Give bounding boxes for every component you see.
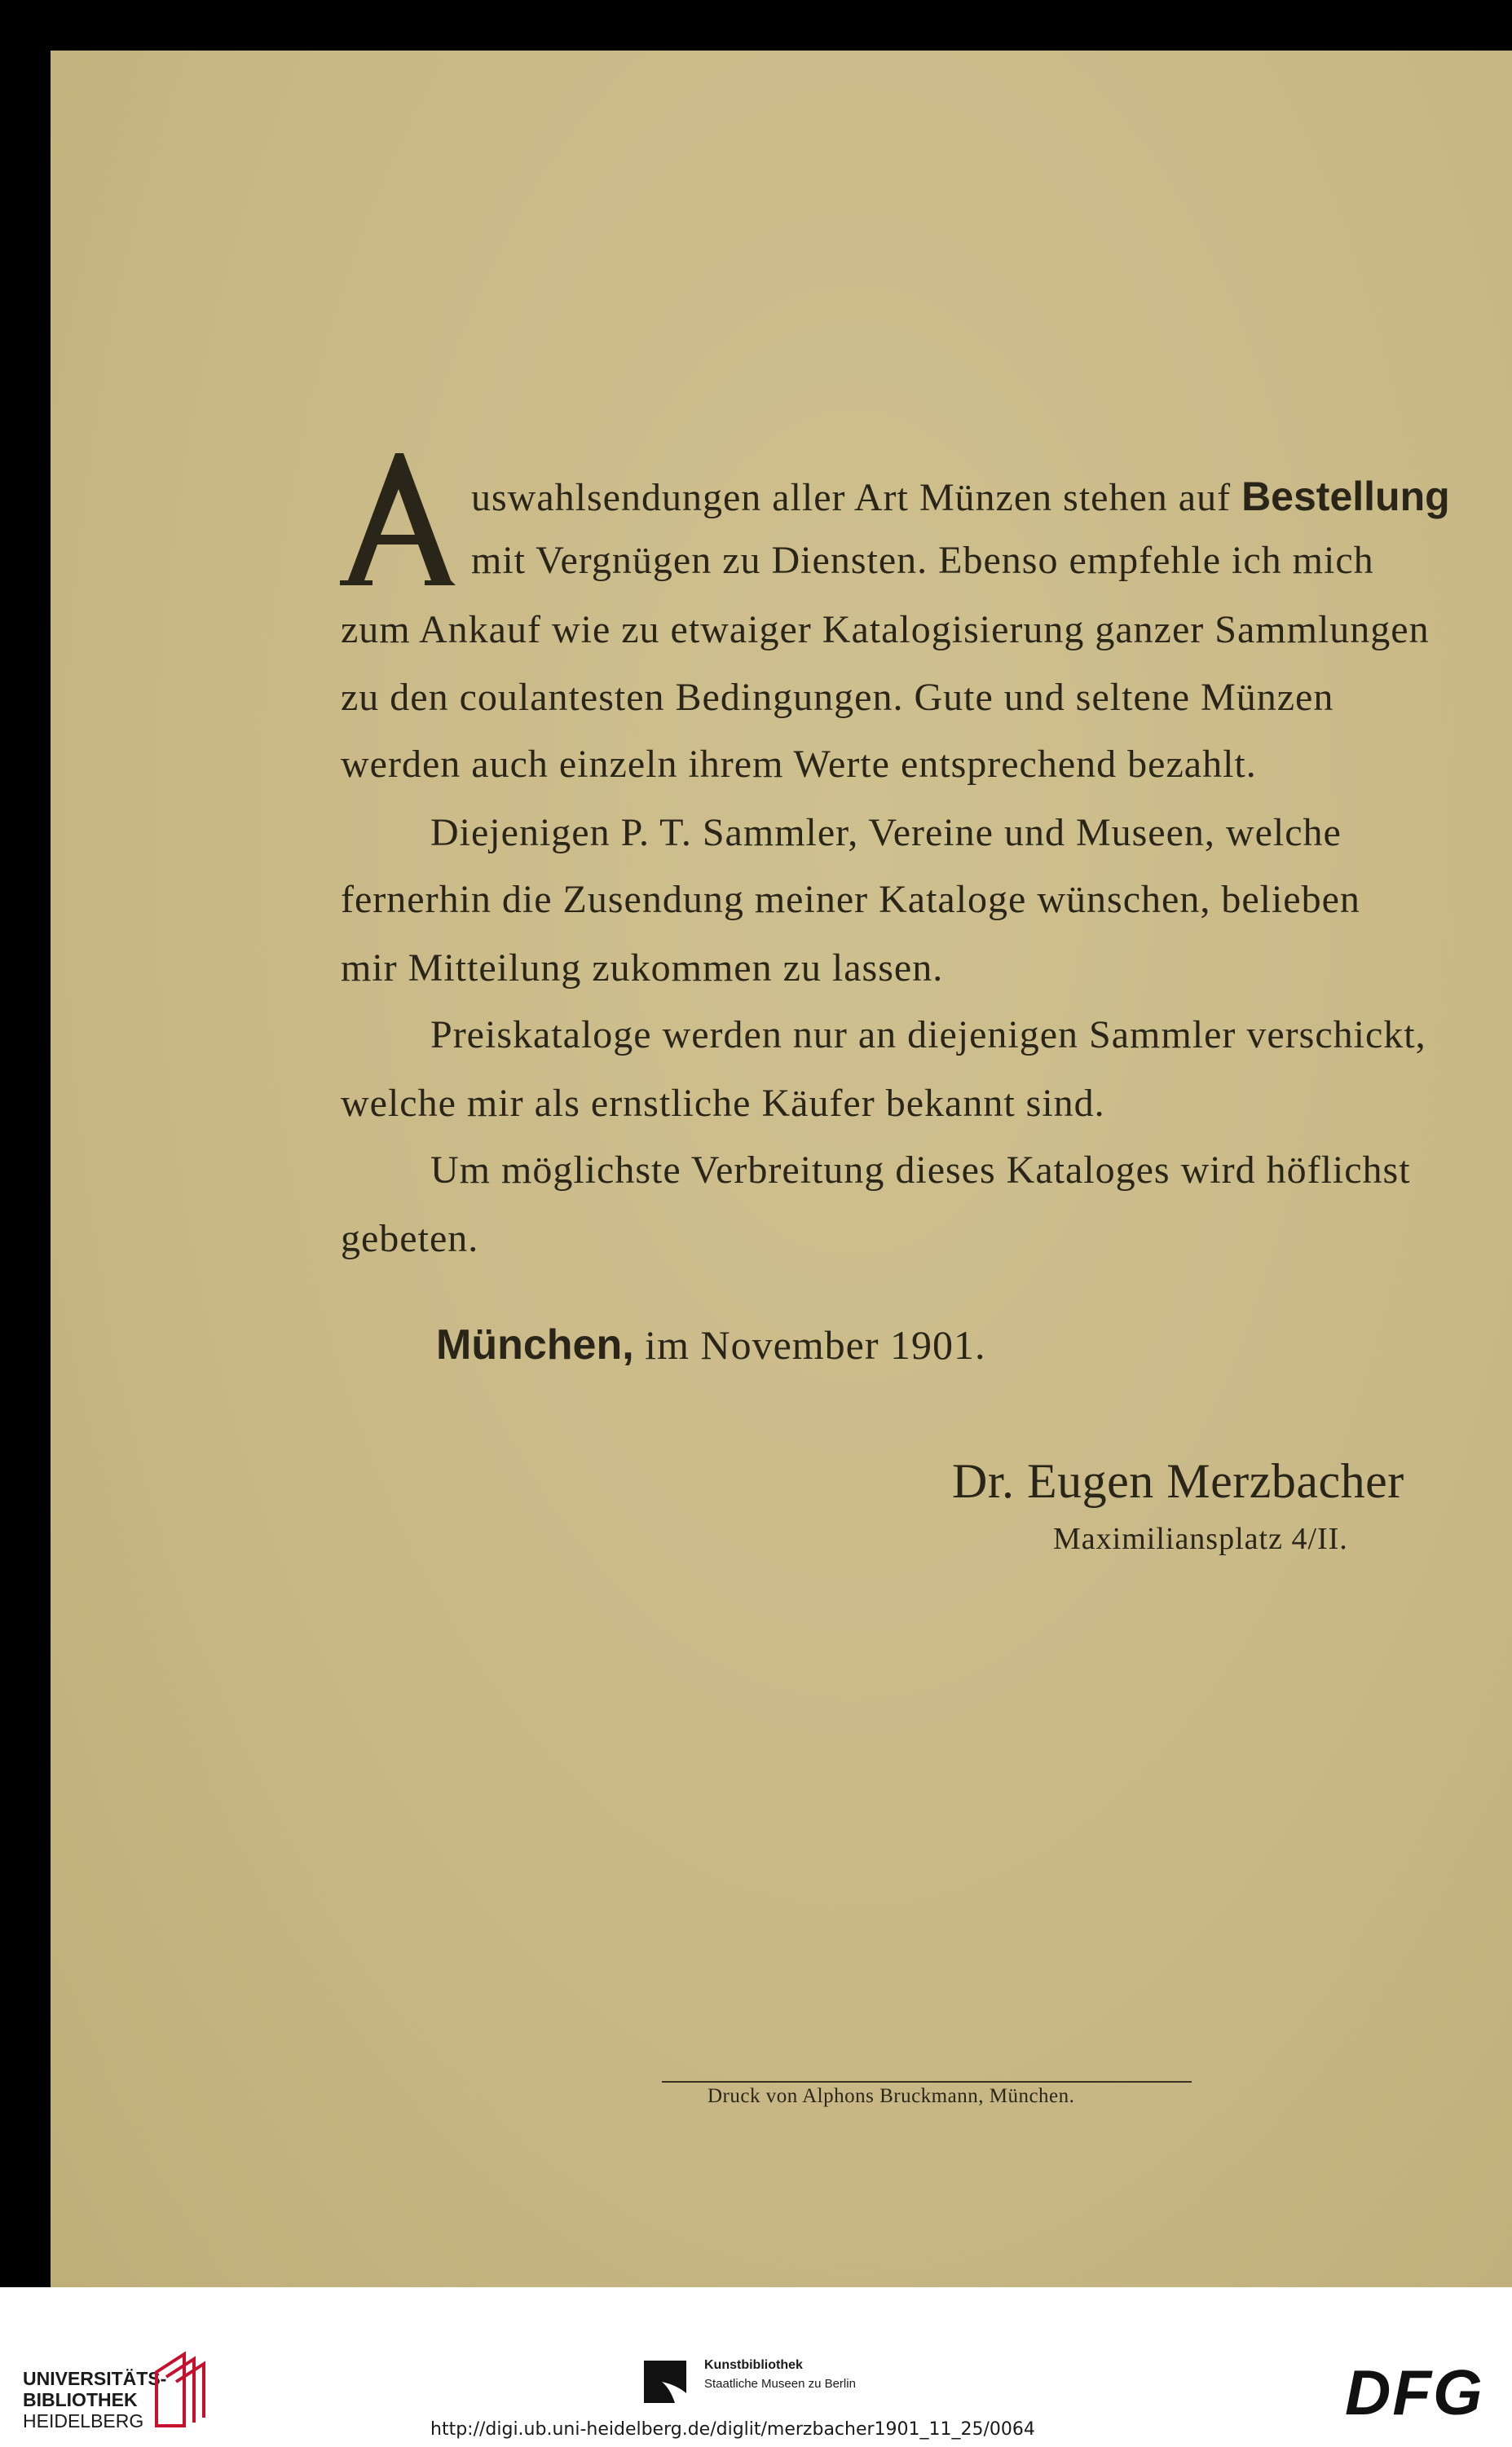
date: im November 1901.	[633, 1322, 986, 1368]
page-url-link[interactable]: http://digi.ub.uni-heidelberg.de/diglit/merzbacher1901_11_25/0064	[430, 2419, 1035, 2440]
dateline	[436, 1320, 986, 1369]
drop-cap-letter: A	[397, 574, 403, 583]
para2-line1: Diejenigen P. T. Sammler, Vereine und Museen, welche	[430, 811, 1342, 854]
ub-line1: UNIVERSITÄTS-	[23, 2368, 167, 2389]
para1-line5: werden auch einzeln ihrem Werte entsprechend bezahlt.	[341, 743, 1257, 786]
para3-line1: Preiskataloge werden nur an diejenigen Sammler verschickt,	[430, 1013, 1426, 1056]
para2-line3: mir Mitteilung zukommen zu lassen.	[341, 946, 944, 990]
para1-line2: mit Vergnügen zu Diensten. Ebenso empfehle ich mich	[471, 539, 1374, 582]
bestellung-word: Bestellung	[1241, 474, 1450, 519]
signature-name: Dr. Eugen Merzbacher	[952, 1454, 1404, 1508]
printer-imprint: Druck von Alphons Bruckmann, München.	[708, 2085, 1075, 2107]
para1-line1: uswahlsendungen aller Art Münzen stehen auf Bestellung	[471, 474, 1450, 519]
ub-logo-text	[23, 2368, 166, 2432]
para1-line3: zum Ankauf wie zu etwaiger Katalogisierung ganzer Sammlungen	[341, 608, 1430, 651]
kb-line1: Kunstbibliothek	[704, 2358, 803, 2372]
para4-line2: gebeten.	[341, 1217, 479, 1260]
para4-line1: Um möglichste Verbreitung dieses Kataloges wird höflichst	[430, 1149, 1411, 1192]
ub-line3: HEIDELBERG	[23, 2410, 144, 2432]
drop-cap	[337, 450, 457, 589]
ub-heidelberg-logo-icon	[152, 2348, 210, 2429]
printer-rule	[662, 2081, 1192, 2083]
place: München,	[436, 1321, 634, 1369]
kunstbibliothek-logo-icon	[644, 2361, 686, 2403]
signature-address: Maximiliansplatz 4/II.	[1053, 1522, 1348, 1556]
para2-line2: fernerhin die Zusendung meiner Kataloge wünschen, belieben	[341, 878, 1360, 921]
ub-line2: BIBLIOTHEK	[23, 2389, 138, 2410]
dfg-logo: DFG	[1345, 2357, 1484, 2428]
para3-line2: welche mir als ernstliche Käufer bekannt sind.	[341, 1082, 1105, 1125]
para1-line4: zu den coulantesten Bedingungen. Gute und seltene Münzen	[341, 676, 1334, 719]
kb-line2: Staatliche Museen zu Berlin	[704, 2377, 856, 2391]
